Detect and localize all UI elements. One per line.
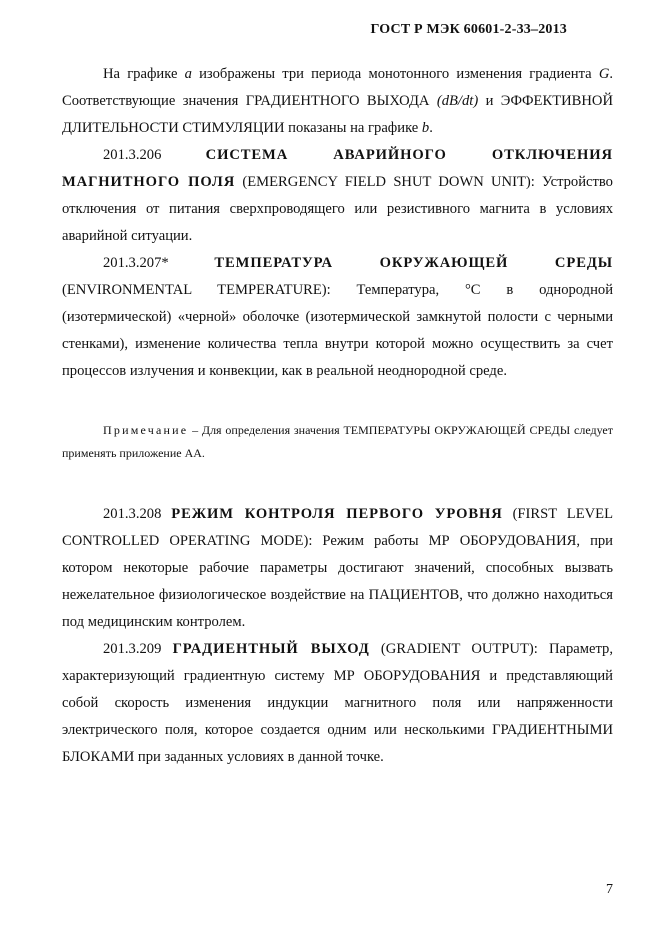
text-run-italic: G — [598, 66, 610, 82]
clause-number: 201.3.209 — [103, 641, 173, 657]
page-number: 7 — [606, 882, 613, 897]
definition-text: (FIRST LEVEL CONTROLLED OPERATING MODE): Режим работы МР ОБОРУДОВАНИЯ, при котором некоторые рабочие параметры достигают значений, способных вызвать нежелательное физиологическое воздействие на ПАЦИЕНТОВ, что должно находиться под медицинским контролем. — [62, 506, 613, 630]
defined-term: ТЕМПЕРАТУРА ОКРУЖАЮЩЕЙ СРЕДЫ — [214, 255, 613, 271]
text-run-italic: b — [421, 120, 430, 136]
text-run: и ЭФФЕКТИВНОЙ ДЛИТЕЛЬНОСТИ СТИМУЛЯЦИИ показаны на графике — [62, 93, 613, 136]
text-run-italic: (dB/dt) — [436, 93, 479, 109]
definition-201-3-206 — [62, 142, 613, 250]
defined-term: РЕЖИМ КОНТРОЛЯ ПЕРВОГО УРОВНЯ — [171, 506, 503, 522]
definition-201-3-209 — [62, 636, 613, 771]
document-header — [370, 22, 567, 38]
definition-text: (ENVIRONMENTAL TEMPERATURE): Температура, °С в однородной (изотермической) «черной» оболочке (изотермической замкнутой полости с черными стенками), изменение количества тепла внутри которой можно осуществить за счет процессов излучения и конвекции, как в реальной неоднородной среде. — [62, 282, 613, 379]
definition-text: (EMERGENCY FIELD SHUT DOWN UNIT): Устройство отключения от питания сверхпроводящего или резистивного магнита в условиях аварийной ситуации. — [62, 174, 613, 244]
clause-number: 201.3.206 — [103, 147, 206, 163]
text-run: На графике — [103, 66, 185, 82]
paragraph-graph-description — [62, 61, 613, 142]
standard-designation: ГОСТ Р МЭК 60601-2-33–2013 — [370, 22, 567, 37]
document-body — [62, 61, 613, 771]
definition-201-3-208 — [62, 501, 613, 636]
clause-number: 201.3.207* — [103, 255, 215, 271]
text-run: . Соответствующие значения ГРАДИЕНТНОГО ВЫХОДА — [62, 66, 614, 109]
clause-number: 201.3.208 — [103, 506, 172, 522]
note-ambient-temperature — [62, 419, 613, 465]
definition-text: (GRADIENT OUTPUT): Параметр, характеризующий градиентную систему МР ОБОРУДОВАНИЯ и представляющий собой скорость изменения индукции магнитного поля или напряженности электрического поля, которое создается одним или несколькими ГРАДИЕНТНЫМИ БЛОКАМИ при заданных условиях в данной точке. — [62, 641, 613, 765]
note-text: – Для определения значения ТЕМПЕРАТУРЫ ОКРУЖАЮЩЕЙ СРЕДЫ следует применять приложение АА. — [62, 423, 613, 460]
text-run-italic: а — [184, 66, 192, 82]
defined-term: СИСТЕМА АВАРИЙНОГО ОТКЛЮЧЕНИЯ МАГНИТНОГО ПОЛЯ — [62, 147, 613, 190]
note-label: Примечание — [103, 423, 189, 437]
definition-201-3-207 — [62, 250, 613, 385]
text-run: изображены три периода монотонного изменения градиента — [191, 66, 599, 82]
text-run: . — [429, 120, 433, 136]
defined-term: ГРАДИЕНТНЫЙ ВЫХОД — [172, 641, 370, 657]
